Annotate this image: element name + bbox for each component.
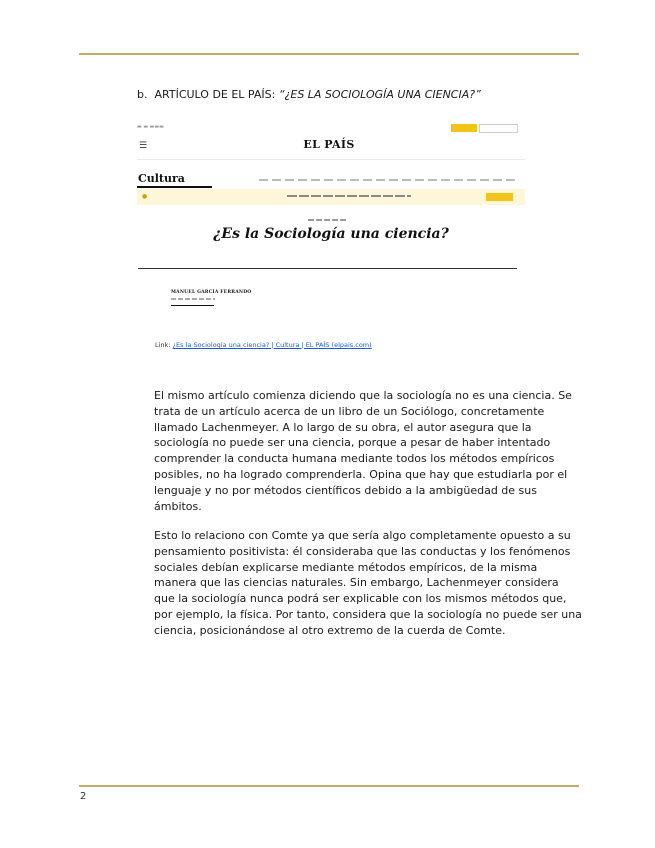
author-underline xyxy=(171,305,214,306)
author-name: MANUEL GARCIA FERRANDO xyxy=(171,290,252,295)
link-line xyxy=(155,341,372,349)
section-underline xyxy=(137,186,212,188)
subscribe-button xyxy=(451,124,477,132)
author-meta xyxy=(171,298,215,300)
footer-rule xyxy=(79,785,579,787)
article-link[interactable]: ¿Es la Sociología una ciencia? | Cultura | EL PAÍS (elpais.com) xyxy=(172,341,372,349)
banner-button xyxy=(486,193,513,201)
article-title: ¿Es la Sociología una ciencia? xyxy=(213,226,449,242)
list-marker: b. xyxy=(137,88,148,101)
body-paragraph-2: Esto lo relaciono con Comte ya que sería algo completamente opuesto a su pensamiento positivista: él consideraba que las conductas y los fenómenos sociales debían explicarse mediante métodos empíricos, de la misma manera que las ciencias naturales. Sin embargo, Lachenmeyer considera que la sociología nunca podrá ser explicable con los mismos métodos que, por ejemplo, la física. Por tanto, considera que la sociología no puede ser una ciencia, posicionándose al otro extremo de la cuerda de Comte. xyxy=(154,529,582,637)
section-name: Cultura xyxy=(138,172,185,185)
promo-banner xyxy=(137,189,525,205)
article-kicker xyxy=(308,219,346,221)
link-prefix: Link: xyxy=(155,341,173,349)
date-placeholder: ▬ ▬ ▬▬▬ xyxy=(137,124,164,130)
article-screenshot xyxy=(137,120,525,310)
login-button xyxy=(479,124,518,133)
section-nav xyxy=(259,179,517,181)
title-divider xyxy=(138,268,517,269)
banner-text xyxy=(287,195,411,197)
heading-quote: “¿ES LA SOCIOLOGÍA UNA CIENCIA?” xyxy=(278,88,481,101)
info-icon: ● xyxy=(142,193,148,200)
brand-logo: EL PAÍS xyxy=(303,138,355,151)
body-paragraph-1: El mismo artículo comienza diciendo que la sociología no es una ciencia. Se trata de un artículo acerca de un libro de un Sociólogo, concretamente llamado Lachenmeyer. A lo largo de su obra, el autor asegura que la sociología no puede ser una ciencia, porque a pesar de haber intentado comprender la conducta humana mediante todos los métodos empíricos posibles, no ha logrado comprenderla. Opina que hay que estudiarla por el lenguaje y no por métodos científicos debido a la ambigüedad de sus ámbitos. xyxy=(154,389,572,513)
hamburger-icon: ☰ xyxy=(139,141,148,151)
page-number: 2 xyxy=(80,791,87,802)
header-divider xyxy=(137,159,525,160)
section-heading xyxy=(137,88,481,101)
header-rule xyxy=(79,53,579,55)
heading-text: ARTÍCULO DE EL PAÍS: xyxy=(154,88,279,101)
